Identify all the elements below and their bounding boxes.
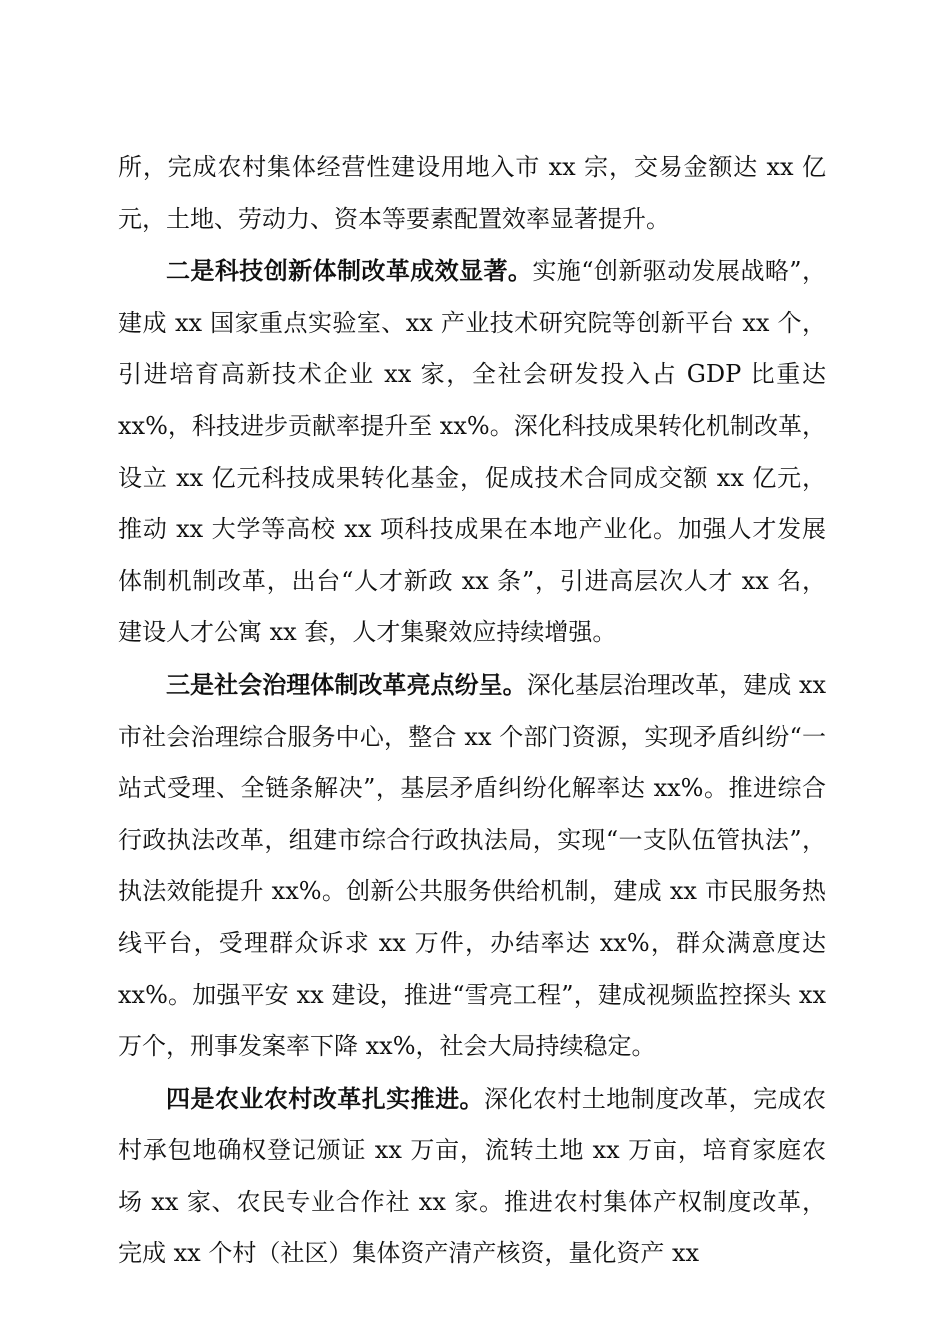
paragraph-1-text: 所，完成农村集体经营性建设用地入市 xx 宗，交易金额达 xx 亿元，土地、劳动力、资本等要素配置效率显著提升。 [118,153,826,233]
paragraph-3 [118,659,826,1073]
paragraph-3-text: 深化基层治理改革，建成 xx 市社会治理综合服务中心，整合 xx 个部门资源，实现矛盾纠纷“一站式受理、全链条解决”，基层矛盾纠纷化解率达 xx%。推进综合行政执法改革，组建市综合行政执法局，实现“一支队伍管执法”，执法效能提升 xx%。创新公共服务供给机制，建成 xx 市民服务热线平台，受理群众诉求 xx 万件，办结率达 xx%，群众满意度达 xx%。加强平安 xx 建设，推进“雪亮工程”，建成视频监控探头 xx 万个，刑事发案率下降 xx%，社会大局持续稳定。 [118,670,827,1061]
paragraph-2-lead: 二是科技创新体制改革成效显著。 [166,256,533,286]
paragraph-4-lead: 四是农业农村改革扎实推进。 [166,1083,484,1113]
paragraph-3-lead: 三是社会治理体制改革亮点纷呈。 [166,669,527,699]
paragraph-1 [118,142,826,245]
paragraph-2-text: 实施“创新驱动发展战略”，建成 xx 国家重点实验室、xx 产业技术研究院等创新平台 xx 个，引进培育高新技术企业 xx 家，全社会研发投入占 GDP 比重达 xx%，科技进步贡献率提升至 xx%。深化科技成果转化机制改革，设立 xx 亿元科技成果转化基金，促成技术合同成交额 xx 亿元，推动 xx 大学等高校 xx 项科技成果在本地产业化。加强人才发展体制机制改革，出台“人才新政 xx 条”，引进高层次人才 xx 名，建设人才公寓 xx 套，人才集聚效应持续增强。 [118,257,827,647]
paragraph-4 [118,1073,826,1280]
document-body [118,142,826,1280]
paragraph-2 [118,245,826,659]
paragraph-4-text: 深化农村土地制度改革，完成农村承包地确权登记颁证 xx 万亩，流转土地 xx 万亩，培育家庭农场 xx 家、农民专业合作社 xx 家。推进农村集体产权制度改革，完成 xx 个村（社区）集体资产清产核资，量化资产 xx [118,1084,826,1268]
